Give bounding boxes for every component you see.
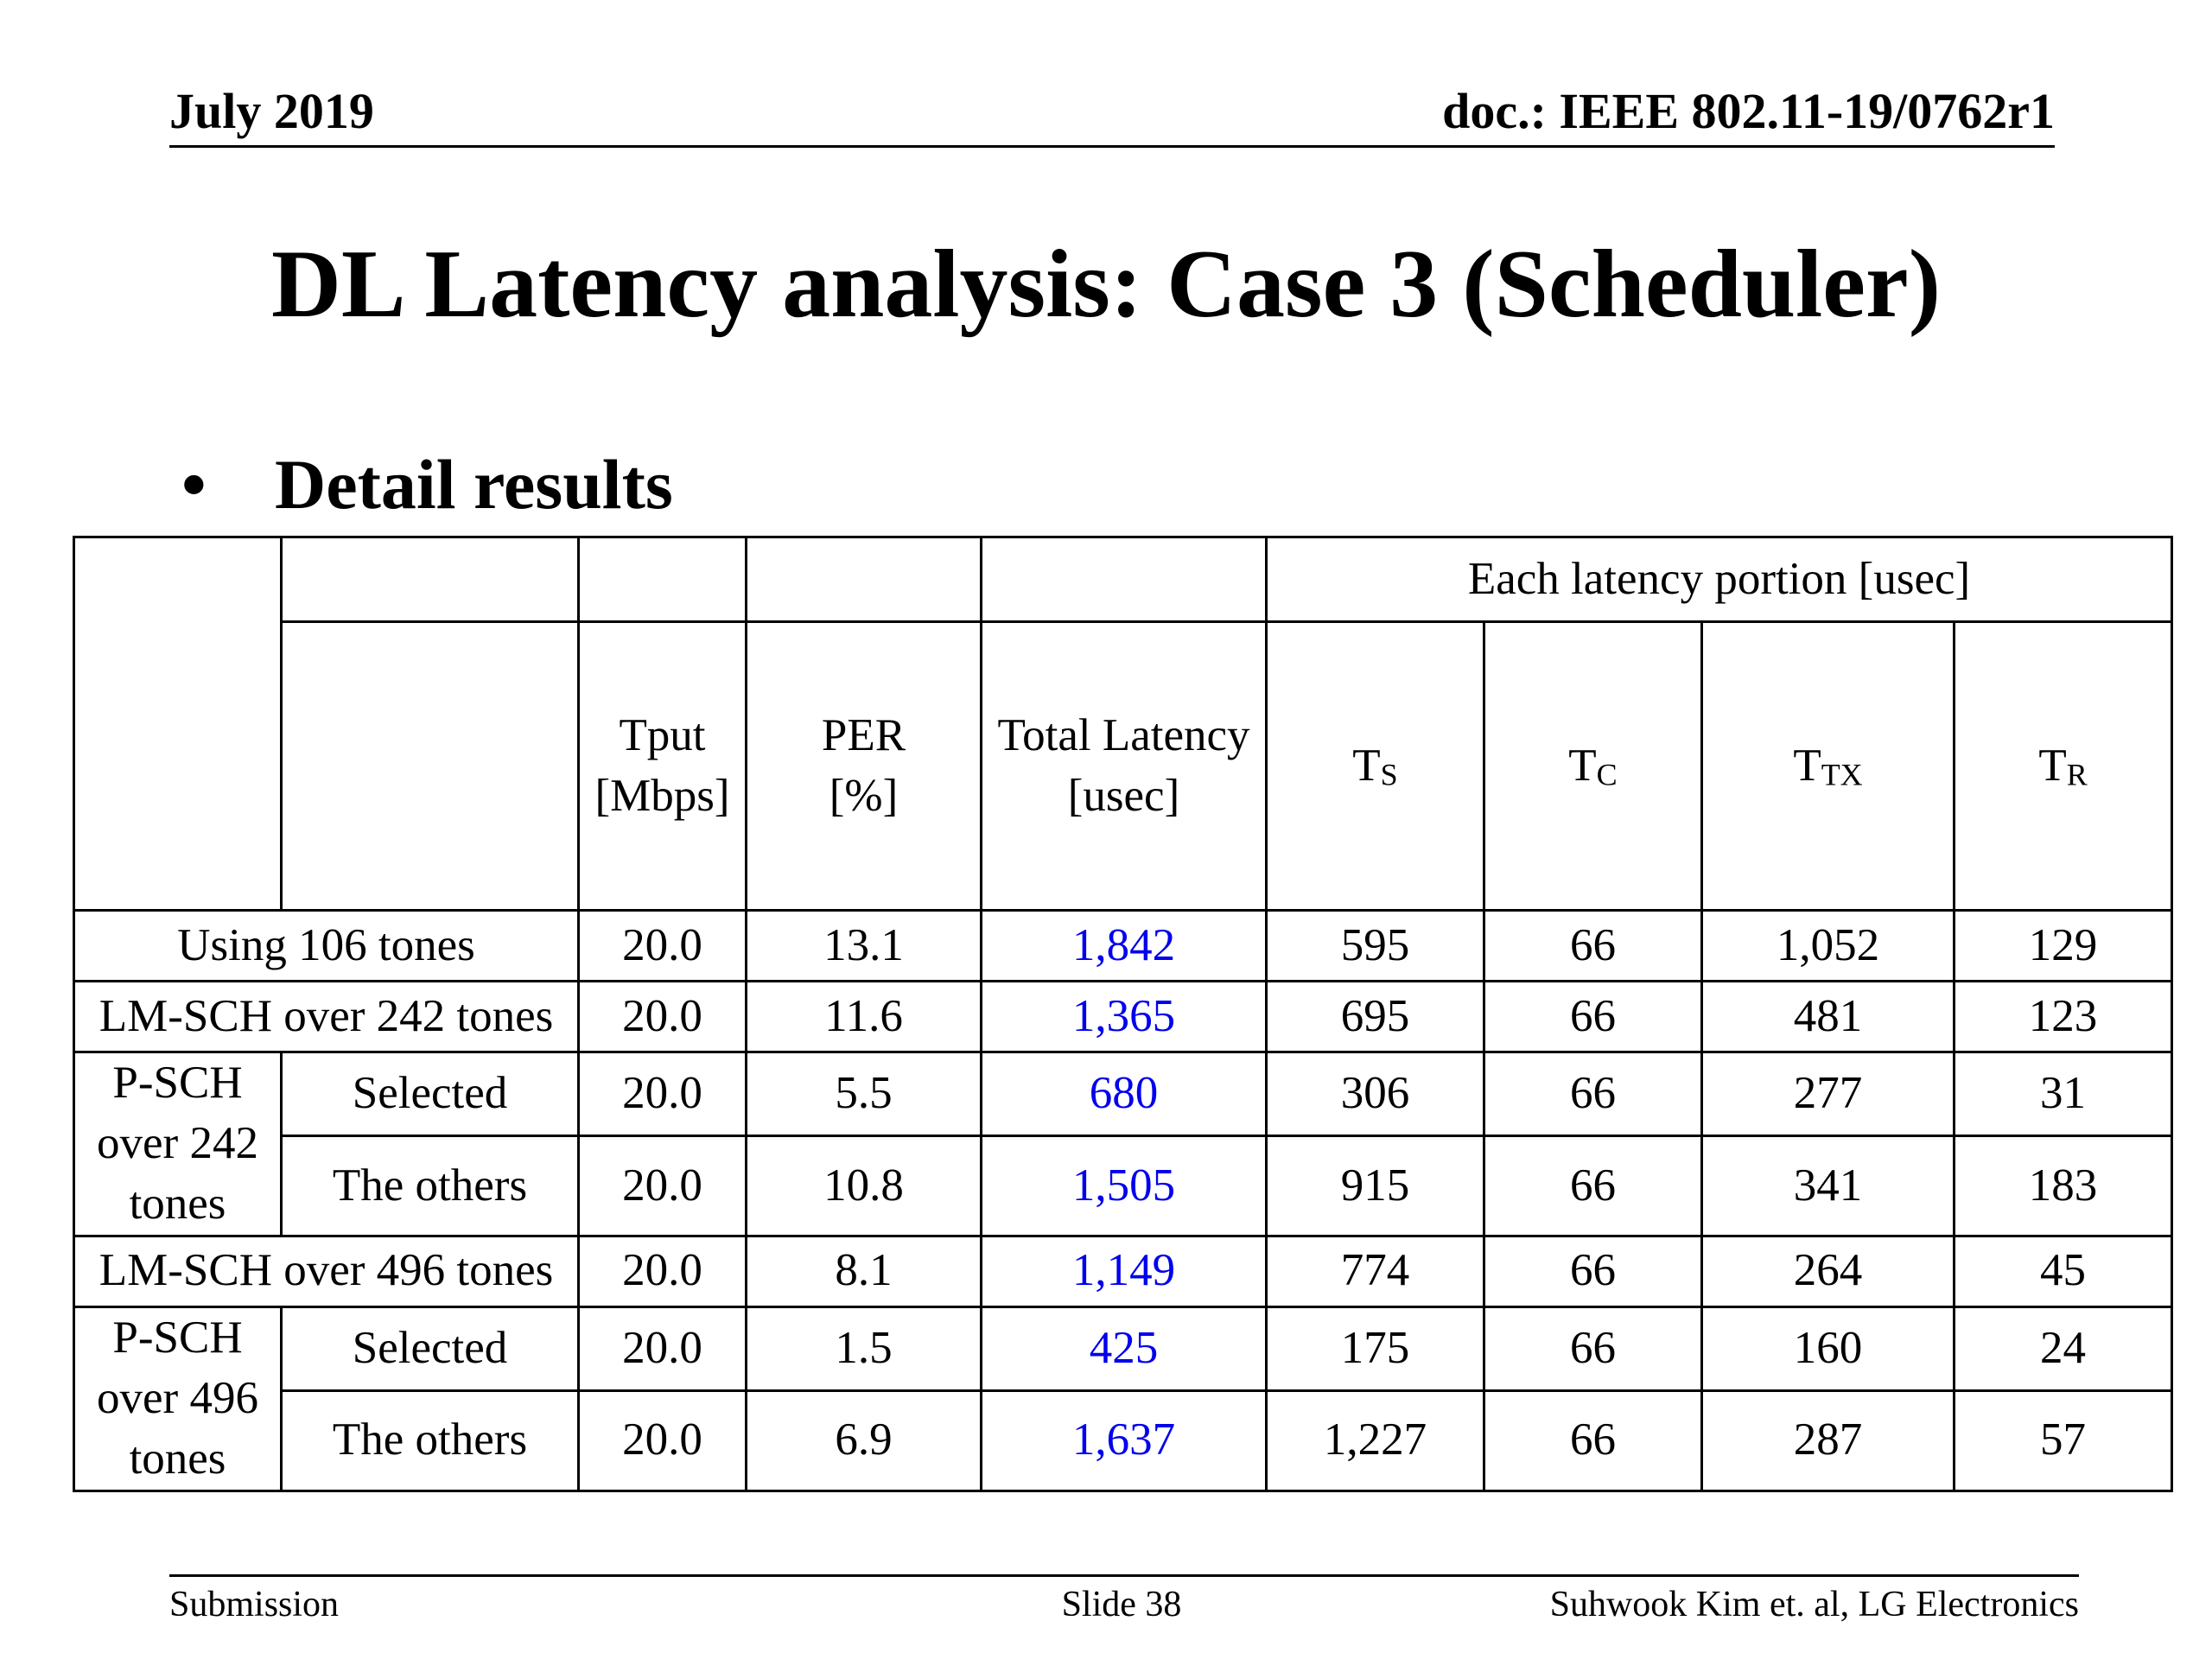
cell-tr: 123 [1955, 982, 2172, 1052]
header-date: July 2019 [169, 83, 374, 139]
cell-tr: 183 [1955, 1136, 2172, 1236]
header-tr: TR [1955, 622, 2172, 911]
table-row [74, 1136, 2172, 1236]
header-rule [169, 145, 2055, 148]
cell-per: 1.5 [747, 1306, 982, 1390]
cell-tput: 20.0 [579, 1052, 747, 1136]
row-label: Selected [282, 1052, 579, 1136]
cell-tr: 57 [1955, 1391, 2172, 1491]
cell-tr: 24 [1955, 1306, 2172, 1390]
cell-tr: 45 [1955, 1236, 2172, 1306]
cell-ttx: 1,052 [1702, 911, 1955, 982]
cell-ttx: 160 [1702, 1306, 1955, 1390]
corner-cell [74, 537, 282, 911]
table-header-row-1 [74, 537, 2172, 622]
footer-author: Suhwook Kim et. al, LG Electronics [1549, 1585, 2079, 1624]
row-label: The others [282, 1391, 579, 1491]
cell-ttx: 341 [1702, 1136, 1955, 1236]
row-label: Using 106 tones [74, 911, 579, 982]
bullet-text: Detail results [275, 445, 673, 524]
header-ts: TS [1267, 622, 1484, 911]
cell-tput: 20.0 [579, 1136, 747, 1236]
header-total-latency: Total Latency [usec] [982, 622, 1267, 911]
row-label: Selected [282, 1306, 579, 1390]
header-empty-cell [282, 537, 579, 622]
table-row [74, 911, 2172, 982]
cell-total-latency: 1,637 [982, 1391, 1267, 1491]
cell-ts: 595 [1267, 911, 1484, 982]
row-label: The others [282, 1136, 579, 1236]
cell-per: 10.8 [747, 1136, 982, 1236]
table-row [74, 1236, 2172, 1306]
cell-ttx: 481 [1702, 982, 1955, 1052]
row-label: LM-SCH over 242 tones [74, 982, 579, 1052]
table-header-row-2 [74, 622, 2172, 911]
header-empty-cell [282, 622, 579, 911]
cell-tput: 20.0 [579, 911, 747, 982]
cell-ts: 306 [1267, 1052, 1484, 1136]
cell-per: 5.5 [747, 1052, 982, 1136]
bullet-icon: • [181, 445, 207, 524]
header-empty-cell [982, 537, 1267, 622]
cell-tc: 66 [1484, 1136, 1702, 1236]
table-row [74, 1052, 2172, 1136]
cell-tput: 20.0 [579, 1236, 747, 1306]
results-table [73, 536, 2173, 1492]
row-group-label: P-SCH over 242 tones [74, 1052, 282, 1236]
cell-ts: 175 [1267, 1306, 1484, 1390]
header-ttx: TTX [1702, 622, 1955, 911]
cell-per: 11.6 [747, 982, 982, 1052]
row-group-label: P-SCH over 496 tones [74, 1306, 282, 1491]
header-empty-cell [747, 537, 982, 622]
row-label: LM-SCH over 496 tones [74, 1236, 579, 1306]
table-row [74, 1306, 2172, 1390]
cell-tc: 66 [1484, 1391, 1702, 1491]
footer-rule [169, 1574, 2079, 1577]
table-row [74, 1391, 2172, 1491]
cell-per: 8.1 [747, 1236, 982, 1306]
header-per: PER [%] [747, 622, 982, 911]
footer-slide-number: Slide 38 [1061, 1585, 1182, 1624]
cell-ts: 774 [1267, 1236, 1484, 1306]
header-empty-cell [579, 537, 747, 622]
cell-total-latency: 425 [982, 1306, 1267, 1390]
group-header-latency-portion: Each latency portion [usec] [1267, 537, 2172, 622]
cell-ts: 1,227 [1267, 1391, 1484, 1491]
footer-submission: Submission [169, 1585, 340, 1624]
cell-per: 13.1 [747, 911, 982, 982]
cell-tr: 129 [1955, 911, 2172, 982]
table-row [74, 982, 2172, 1052]
cell-per: 6.9 [747, 1391, 982, 1491]
cell-tr: 31 [1955, 1052, 2172, 1136]
cell-tc: 66 [1484, 911, 1702, 982]
cell-tput: 20.0 [579, 1391, 747, 1491]
cell-ttx: 287 [1702, 1391, 1955, 1491]
cell-tput: 20.0 [579, 1306, 747, 1390]
header-doc-id: doc.: IEEE 802.11-19/0762r1 [1442, 83, 2055, 139]
cell-ts: 695 [1267, 982, 1484, 1052]
cell-ts: 915 [1267, 1136, 1484, 1236]
cell-ttx: 277 [1702, 1052, 1955, 1136]
cell-total-latency: 1,365 [982, 982, 1267, 1052]
cell-total-latency: 1,505 [982, 1136, 1267, 1236]
cell-total-latency: 680 [982, 1052, 1267, 1136]
cell-total-latency: 1,149 [982, 1236, 1267, 1306]
slide-title: DL Latency analysis: Case 3 (Scheduler) [271, 231, 1941, 338]
cell-tc: 66 [1484, 982, 1702, 1052]
header-tput: Tput [Mbps] [579, 622, 747, 911]
bullet-item [181, 446, 673, 524]
cell-tc: 66 [1484, 1236, 1702, 1306]
cell-total-latency: 1,842 [982, 911, 1267, 982]
cell-ttx: 264 [1702, 1236, 1955, 1306]
cell-tput: 20.0 [579, 982, 747, 1052]
header-tc: TC [1484, 622, 1702, 911]
cell-tc: 66 [1484, 1306, 1702, 1390]
cell-tc: 66 [1484, 1052, 1702, 1136]
